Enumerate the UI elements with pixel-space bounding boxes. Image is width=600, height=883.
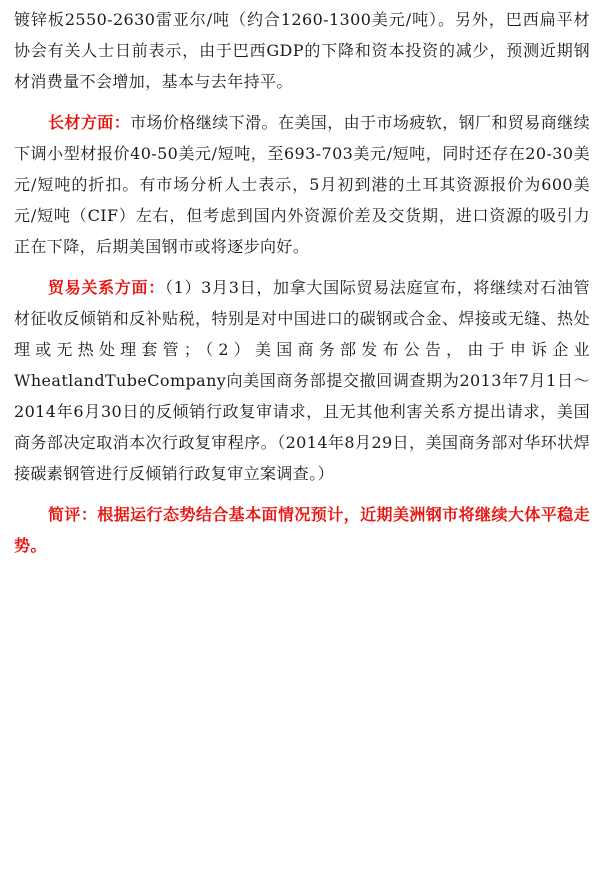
- intro-text: 镀锌板2550-2630雷亚尔/吨（约合1260-1300美元/吨）。另外，巴西扁平材协会有关人士日前表示，由于巴西GDP的下降和资本投资的减少，预测近期钢材消费量不会增加，基本与去年持平。: [14, 10, 590, 91]
- long-products-text: 市场价格继续下滑。在美国，由于市场疲软，钢厂和贸易商继续下调小型材报价40-50美元/短吨，至693-703美元/短吨，同时还存在20-30美元/短吨的折扣。有市场分析人士表示，5月初到港的土耳其资源报价为600美元/短吨（CIF）左右，但考虑到国内外资源价差及交货期，进口资源的吸引力正在下降，后期美国钢市或将逐步向好。: [14, 113, 590, 256]
- document-page: [14, 4, 590, 561]
- long-products-paragraph: [14, 107, 590, 262]
- long-products-heading: 长材方面：: [48, 113, 131, 132]
- trade-relations-paragraph: [14, 272, 590, 489]
- commentary-paragraph: [14, 499, 590, 561]
- intro-paragraph: [14, 4, 590, 97]
- trade-relations-heading: 贸易关系方面：: [48, 278, 165, 297]
- commentary-text: 简评：根据运行态势结合基本面情况预计，近期美洲钢市将继续大体平稳走势。: [14, 505, 590, 555]
- trade-relations-text: （1）3月3日，加拿大国际贸易法庭宣布，将继续对石油管材征收反倾销和反补贴税，特别是对中国进口的碳钢或合金、焊接或无缝、热处理或无热处理套管；（2）美国商务部发布公告，由于申诉企业WheatlandTubeCompany向美国商务部提交撤回调查期为2013年7月1日～2014年6月30日的反倾销行政复审请求，且无其他利害关系方提出请求，美国商务部决定取消本次行政复审程序。（2014年8月29日，美国商务部对华环状焊接碳素钢管进行反倾销行政复审立案调查。）: [14, 278, 590, 483]
